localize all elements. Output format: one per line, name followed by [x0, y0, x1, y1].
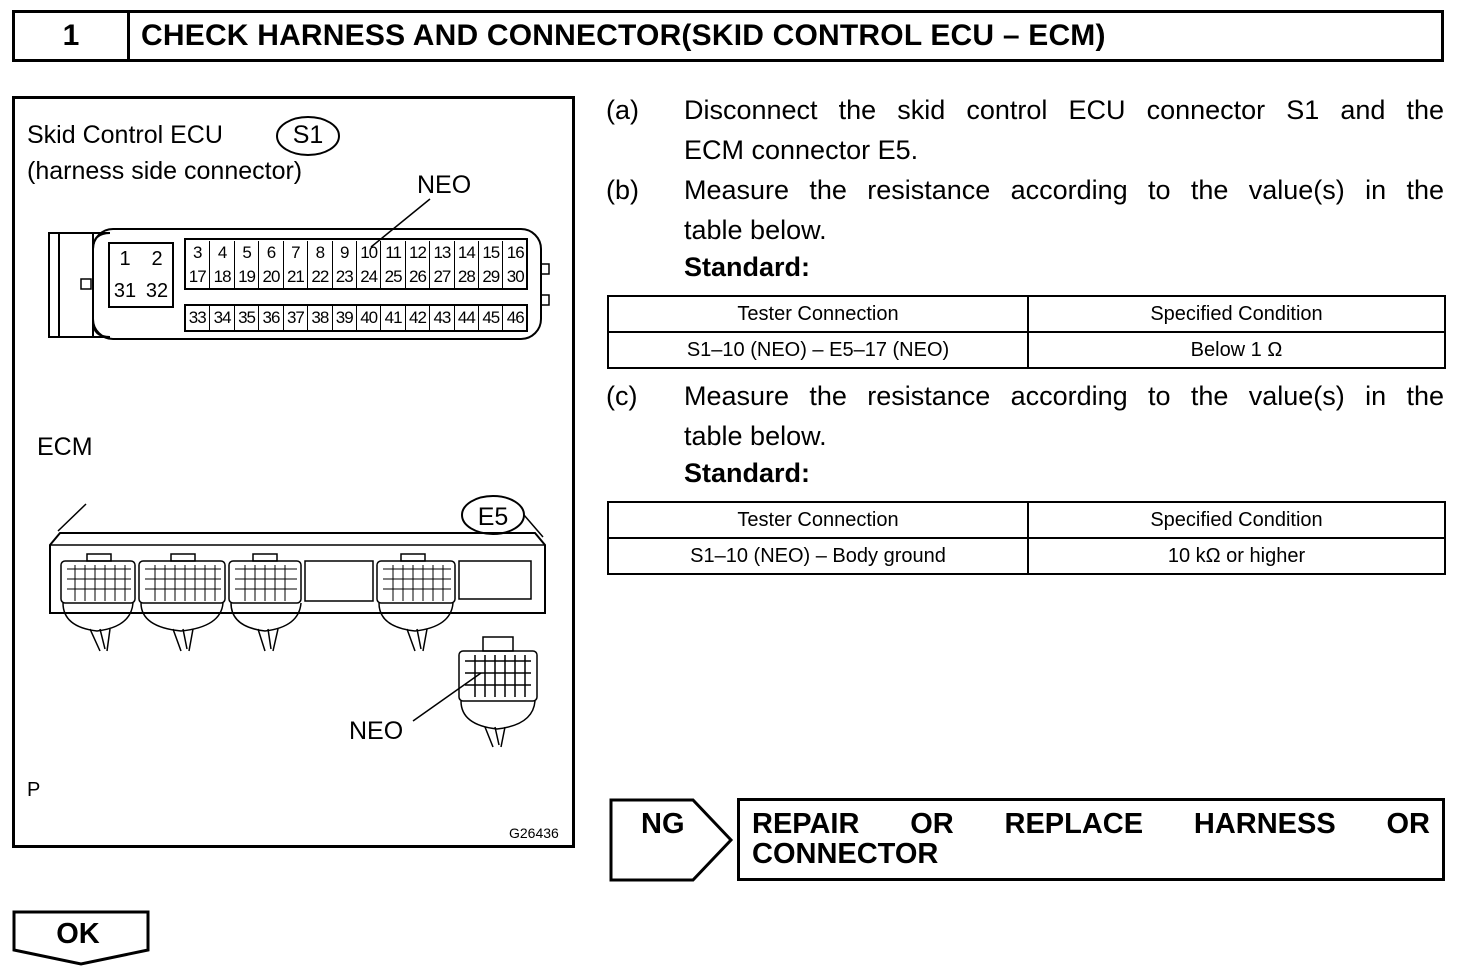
- pin-label: 2: [151, 247, 163, 270]
- table-cell: 10 kΩ or higher: [1028, 538, 1445, 574]
- pin-label: 16: [502, 241, 526, 265]
- pin-label: 24: [356, 265, 380, 289]
- pin-label: 14: [454, 241, 478, 265]
- pin-label: 28: [454, 265, 478, 289]
- ecm-label: ECM: [37, 433, 93, 461]
- pin-label: 39: [332, 306, 356, 330]
- pin-label: 45: [478, 306, 502, 330]
- pin-label: 11: [380, 241, 404, 265]
- pin-label: 38: [307, 306, 331, 330]
- pin-label: 34: [209, 306, 233, 330]
- skid-ecu-label: Skid Control ECU: [27, 121, 223, 149]
- pin-label: 40: [356, 306, 380, 330]
- step-a: [606, 90, 1446, 170]
- ok-branch-arrow: [12, 910, 150, 966]
- pin-label: 21: [283, 265, 307, 289]
- pin-label: 23: [332, 265, 356, 289]
- pin-label: 20: [258, 265, 282, 289]
- step-line: ECM connector E5.: [684, 135, 919, 165]
- pin-label: 44: [454, 306, 478, 330]
- step-line: Disconnect the skid control ECU connector S1 and the: [684, 95, 1444, 125]
- skid-sub-label: (harness side connector): [27, 157, 303, 185]
- step-line: Measure the resistance according to the value(s) in the: [684, 175, 1444, 205]
- pin-label: 13: [429, 241, 453, 265]
- pin-label: 9: [332, 241, 356, 265]
- corner-mark: P: [27, 779, 41, 801]
- step-line: table below.: [684, 215, 827, 245]
- pin-label: 15: [478, 241, 502, 265]
- step-header: [12, 10, 1444, 62]
- pin-label: 12: [405, 241, 429, 265]
- pin-label: 32: [145, 279, 169, 302]
- skid-pin-row-1: [185, 241, 527, 265]
- ok-label: OK: [56, 918, 100, 950]
- pin-label: 37: [283, 306, 307, 330]
- pin-label: 27: [429, 265, 453, 289]
- ng-result-line: REPAIR OR REPLACE HARNESS OR: [752, 808, 1430, 840]
- standard-label: Standard:: [684, 252, 811, 282]
- pin-label: 6: [258, 241, 282, 265]
- connector-drawing: [15, 99, 572, 845]
- ng-result-line: CONNECTOR: [752, 838, 939, 870]
- step-b: [606, 170, 1446, 250]
- table-header: Tester Connection: [608, 502, 1028, 538]
- pin-label: 1: [119, 247, 131, 270]
- skid-pin-row-3: [185, 306, 527, 330]
- pin-label: 17: [188, 267, 206, 286]
- pin-label: 22: [307, 265, 331, 289]
- spec-table-1: [607, 295, 1446, 369]
- ng-label: NG: [641, 808, 685, 840]
- neo-label-bottom: NEO: [349, 717, 404, 745]
- step-c: [606, 376, 1446, 456]
- spec-table-2: [607, 501, 1446, 575]
- ng-result-text: [752, 809, 1430, 869]
- pin-label: 29: [478, 265, 502, 289]
- step-letter: (b): [606, 175, 639, 205]
- standard-label: Standard:: [684, 458, 811, 488]
- table-cell: Below 1 Ω: [1028, 332, 1445, 368]
- table-header: Tester Connection: [608, 296, 1028, 332]
- ecm-connector-code: E5: [477, 503, 509, 531]
- pin-label: 33: [188, 308, 206, 327]
- pin-label: 30: [502, 265, 526, 289]
- step-line: table below.: [684, 421, 827, 451]
- table-cell: S1–10 (NEO) – E5–17 (NEO): [608, 332, 1028, 368]
- pin-label: 43: [429, 306, 453, 330]
- pin-label: 41: [380, 306, 404, 330]
- step-letter: (a): [606, 95, 639, 125]
- table-header: Specified Condition: [1028, 296, 1445, 332]
- step-letter: (c): [606, 381, 638, 411]
- step-line: Measure the resistance according to the value(s) in the: [684, 381, 1444, 411]
- pin-label: 36: [258, 306, 282, 330]
- ng-branch-arrow: [609, 798, 735, 882]
- pin-label: 3: [192, 243, 202, 262]
- pin-label: 42: [405, 306, 429, 330]
- table-cell: S1–10 (NEO) – Body ground: [608, 538, 1028, 574]
- step-number: 1: [15, 13, 130, 59]
- pin-label: 35: [234, 306, 258, 330]
- pin-label: 10: [356, 241, 380, 265]
- pin-label: 19: [234, 265, 258, 289]
- pin-label: 5: [234, 241, 258, 265]
- pin-label: 25: [380, 265, 404, 289]
- pin-label: 46: [502, 306, 526, 330]
- pin-label: 8: [307, 241, 331, 265]
- pin-label: 31: [113, 279, 137, 302]
- connector-diagram: [12, 96, 575, 848]
- step-title: CHECK HARNESS AND CONNECTOR(SKID CONTROL ECU – ECM): [141, 19, 1106, 52]
- pin-label: 4: [209, 241, 233, 265]
- skid-pin-row-2: [185, 265, 527, 289]
- figure-id: G26436: [509, 825, 559, 841]
- skid-pin-block-left: [109, 243, 173, 307]
- pin-label: 7: [283, 241, 307, 265]
- neo-label-top: NEO: [417, 171, 472, 199]
- ng-result-box: [737, 798, 1445, 881]
- table-header: Specified Condition: [1028, 502, 1445, 538]
- skid-connector-code: S1: [292, 121, 324, 149]
- pin-label: 18: [209, 265, 233, 289]
- pin-label: 26: [405, 265, 429, 289]
